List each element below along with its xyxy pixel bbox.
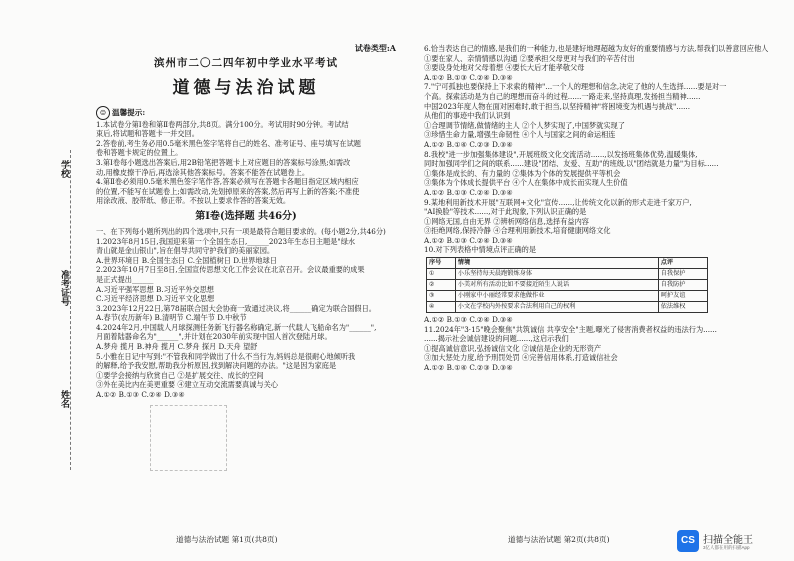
- question-line: ①合理调节情绪,做情绪的主人 ②个人梦实现了,中国梦就实现了: [424, 120, 625, 130]
- app-name: 扫描全能王: [703, 535, 753, 546]
- left-page: [96, 44, 396, 400]
- section-intro: 一、在下列每小题所列出的四个选项中,只有一项是最符合题目要求的。(每小题2分,共46分): [96, 226, 386, 236]
- table-cell: ①: [427, 269, 456, 280]
- question-line: ③外在美比内在美更重要 ④建立互动交流需要真诚与关心: [96, 380, 278, 390]
- right-footer: 道德与法治试题 第2页(共8页): [508, 535, 610, 544]
- question-line: 8.我校"进一步加强集体建设",开展班级文化交流活动......,以发扬班集体优势,温暖集体,: [424, 149, 698, 159]
- right-questions: [424, 44, 769, 255]
- binding-margin: [58, 150, 76, 470]
- question-line: ①要在家人、亲情情感以沟通 ②要承担父母更对与我们的辛苦付出: [424, 53, 635, 63]
- table-cell: 小刚家中小丽经常要求他做作业: [455, 291, 658, 302]
- table-row: [427, 302, 708, 313]
- question-line: 1.2023年8月15日,我国迎来第一个全国生态日,______2023年生态日主题是"绿水: [96, 236, 356, 246]
- question-line: 2.2023年10月7日至8日,全国宣传思想文化工作会议在北京召开。会议最重要的成果: [96, 265, 365, 275]
- paper-type: 试卷类型:A: [354, 43, 396, 53]
- question-line: 个高。探索活动是为自己的理想而奋斗的过程......一路走来,坚持真理,发扬担当精神......: [424, 91, 701, 101]
- question-line: ③集体为个体成长提供平台 ④个人在集体中成长而实现人生价值: [424, 178, 628, 188]
- table-cell: 小乐坚持每天晨跑锻炼身体: [455, 269, 658, 280]
- binding-line: [70, 150, 72, 470]
- question-line: 同时加强同学们之间的联系......建设"团结、友爱、互助"的班级,以"团结就是力量"为目标......: [424, 159, 719, 169]
- table-row: [427, 280, 708, 291]
- school-label: 学校: [59, 160, 69, 178]
- scenario-table: [426, 257, 708, 313]
- table-cell: ③: [427, 291, 456, 302]
- subject-title: 道德与法治试题: [172, 77, 320, 98]
- question-line: "AI换脸"等技术......,对于此现象,下列认识正确的是: [424, 207, 587, 217]
- instruction-line: 2.答卷前,考生务必用0.5毫米黑色签字笔将自己的姓名、准考证号、座号填写在试题: [96, 138, 361, 148]
- question-line: 月面着陆器命名为"______",并计划在2030年前实现中国人首次登陆月球。: [96, 332, 332, 342]
- question-line: 9.某地利用新技术开展"互联网+文化"宣传......,让传统文化以新的形式走进千家万户,: [424, 197, 692, 207]
- camscanner-logo-icon: CS: [677, 530, 699, 552]
- question-line: A.①② B.①③ C.②④ D.③④: [424, 187, 513, 197]
- exam-name: 滨州市二〇二四年初中学业水平考试: [154, 56, 338, 69]
- table-header-cell: 情境: [455, 258, 658, 269]
- question-line: 5.小雅在日记中写到:"不管我和同学做出了什么不当行为,妈妈总是很耐心地倾听我: [96, 351, 356, 361]
- table-cell: ④: [427, 302, 456, 313]
- question-line: A.①② B.①③ C.②④ D.③④: [96, 390, 185, 400]
- name-label: 姓名: [59, 390, 69, 408]
- exam-number-label: 准考证号: [59, 270, 69, 306]
- instruction-line: 动,用橡皮擦干净后,再选涂其他答案标号。答案不能答在试题卷上。: [96, 167, 310, 177]
- question-line: 是正式提出______: [96, 274, 154, 284]
- instruction-line: 的位置,不能写在试题卷上;如需改动,先划掉原来的答案,然后再写上新的答案;不准使: [96, 186, 360, 196]
- question-line: 的解释,给予我安慰,帮助我分析原因,找到解决问题的办法。"这是因为家庭是: [96, 361, 337, 371]
- table-cell: 依法维权: [658, 302, 707, 313]
- right-page: [424, 44, 769, 373]
- question-line: A.①② B.①③ C.②④ D.③④: [424, 72, 513, 82]
- question-line: 7."宁可孤独也要保持上下求索的精神"...一个人的理想和信念,决定了他的人生选择......要是对一: [424, 82, 727, 92]
- question-line: A.①② B.①③ C.②④ D.③④: [424, 315, 513, 325]
- question-line: ......揭示社会诚信建设的问题......,这启示我们: [424, 334, 569, 344]
- table-row: [427, 269, 708, 280]
- question-line: A.①② B.①③ C.②④ D.③④: [424, 235, 513, 245]
- question-line: ①要学会接纳与欣赏自己 ②是扩展交往、成长的空间: [96, 370, 264, 380]
- question-line: ③拒绝网络,保持冷静 ④合理利用新技术,培育健康网络文化: [424, 226, 611, 236]
- question-line: C.习近平经济思想 D.习近平文化思想: [96, 294, 215, 304]
- instruction-line: 束后,将试题和答题卡一并交回。: [96, 129, 199, 139]
- question-line: A.①② B.①④ C.②③ D.③④: [424, 363, 513, 373]
- question-line: A.①② B.①④ C.②③ D.③④: [424, 139, 513, 149]
- tip-heading: ☺ 温馨提示:: [96, 106, 396, 120]
- table-cell: 小文在学校内外按要求合法利用自己的权利: [455, 302, 658, 313]
- table-cell: 自我保护: [658, 269, 707, 280]
- table-header-cell: 序号: [427, 258, 456, 269]
- question-line: ①集体是成长的、有力量的 ②集体为个体的发展提供平等机会: [424, 168, 621, 178]
- table-header-row: [427, 258, 708, 269]
- question-line: 从他们的事迹中我们认识到: [424, 111, 511, 121]
- table-row: [427, 291, 708, 302]
- left-questions: [96, 237, 396, 400]
- table-cell: 呵护友谊: [658, 291, 707, 302]
- right-questions-cont: [424, 315, 717, 373]
- table-cell: 自我防护: [658, 280, 707, 291]
- question-line: ①网络无国,自由无界 ②辨析网络信息,选择有益内容: [424, 216, 589, 226]
- question-line: A.春节(农历新年) B.清明节 C.端午节 D.中秋节: [96, 313, 247, 323]
- question-line: 11.2024年"3·15"晚会聚焦"共筑诚信 共享安全"主题,曝光了侵害消费者权益的违法行为......: [424, 324, 717, 334]
- question-line: A.世界环境日 B.全国生态日 C.全国植树日 D.世界地球日: [96, 255, 277, 265]
- instruction-line: 卷和答题卡规定的位置上。: [96, 148, 183, 158]
- question-line: 中国2023年度人物在面对困难时,敢于担当,以坚持精神"将困境变为机遇与挑战"......: [424, 101, 690, 111]
- question-line: 青山就是金山银山",旨在倡导共同守护我们的美丽家园。: [96, 246, 275, 256]
- question-line: ①提高诚信意识,弘扬诚信文化 ②诚信是企业的无形资产: [424, 343, 602, 353]
- question-line: ③珍惜生命力量,增强生命韧性 ④个人与国家之间的命运相连: [424, 130, 616, 140]
- table-cell: 小美对所有活动比如不要接近陌生人说话: [455, 280, 658, 291]
- question-line: 10.对下列表格中情境点评正确的是: [424, 245, 537, 255]
- instruction-line: 用涂改液、胶带纸、修正带。不按以上要求作答的答案无效。: [96, 196, 291, 206]
- question-line: ③加大惩处力度,给予刑罚处罚 ④完善信用体系,打造诚信社会: [424, 353, 618, 363]
- question-line: 3.2023年12月22日,第78届联合国大会协商一致通过决议,将______确定为联合国假日。: [96, 303, 376, 313]
- app-slogan: 3亿人都在用的扫描App: [703, 545, 750, 550]
- instruction-line: 4.第Ⅱ卷必须用0.5毫米黑色签字笔作答,答案必须写在答题卡各题目指定区域内相应: [96, 177, 359, 187]
- table-header-cell: 点评: [658, 258, 707, 269]
- question-line: A.习近平强军思想 B.习近平外交思想: [96, 284, 214, 294]
- instruction-line: 1.本试卷分第Ⅰ卷和第Ⅱ卷两部分,共8页。满分100分。考试用时90分钟。考试结: [96, 119, 349, 129]
- question-line: A.梦舟 揽月 B.神舟 揽月 C.梦舟 探月 D.天舟 望舒: [96, 342, 258, 352]
- question-line: 4.2024年2月,中国载人月球探测任务新飞行器名称确定,新一代载人飞船命名为"______",: [96, 322, 377, 332]
- table-cell: ②: [427, 280, 456, 291]
- question-line: 6.恰当表达自己的情感,是我们的一种能力,也是建好地理超越为友好的重要情感与方法,帮我们以善意回应他人: [424, 44, 769, 53]
- stamp-mark: [150, 405, 227, 471]
- smile-icon: ☺: [96, 106, 110, 120]
- section-title: 第Ⅰ卷(选择题 共46分): [195, 210, 297, 222]
- instructions: [96, 120, 396, 206]
- instruction-line: 3.第Ⅰ卷每小题选出答案后,用2B铅笔把答题卡上对应题目的答案标号涂黑;如需改: [96, 157, 351, 167]
- scanner-watermark: [677, 527, 786, 557]
- left-footer: 道德与法治试题 第1页(共8页): [176, 535, 278, 544]
- question-line: ③要设身处地对父母着想 ④要长大后才能孝敬父母: [424, 63, 585, 73]
